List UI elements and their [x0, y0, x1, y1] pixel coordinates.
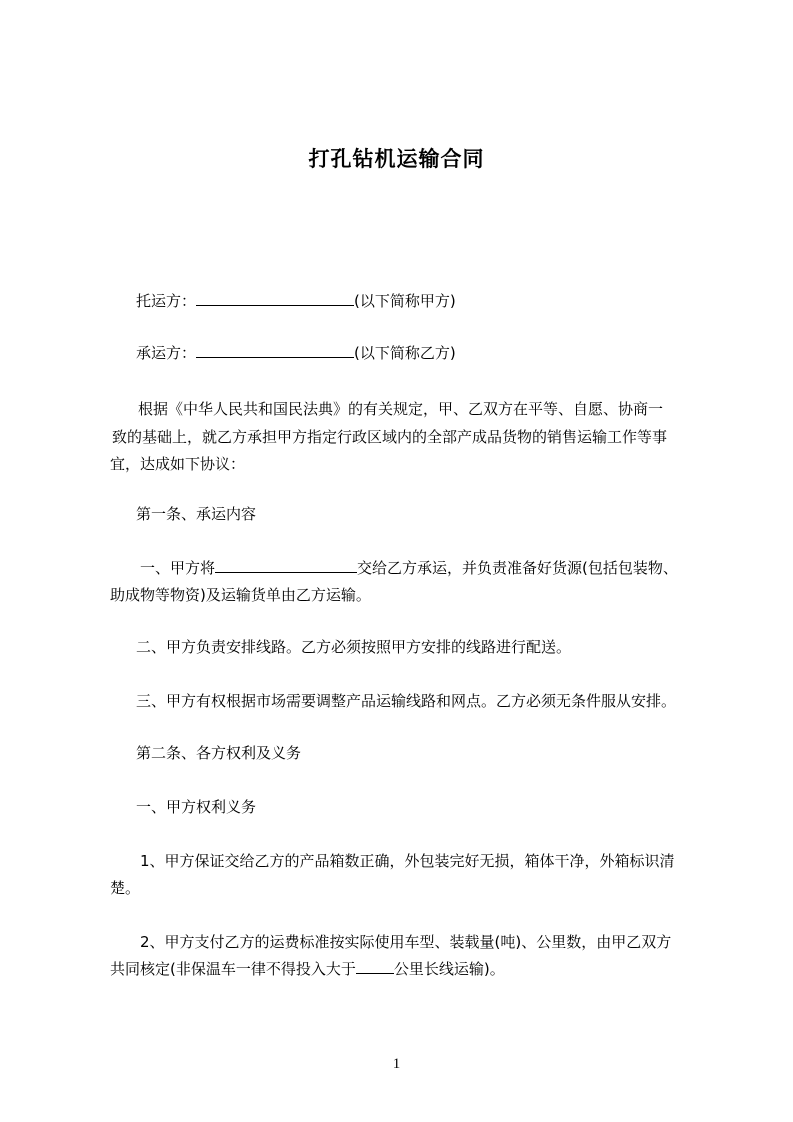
distance-blank[interactable]	[356, 958, 394, 974]
item-1-prefix: 一、甲方将	[140, 559, 216, 577]
article-1-item-3: 三、甲方有权根据市场需要调整产品运输线路和网点。乙方必须无条件服从安排。	[136, 692, 677, 710]
item-1-suffix: 交给乙方承运，并负责准备好货源(包括包装物、	[357, 559, 678, 577]
clause-2-prefix: 共同核定(非保温车一律不得投入大于	[110, 960, 356, 978]
carrier-blank[interactable]	[196, 342, 354, 358]
shipper-blank[interactable]	[196, 290, 354, 306]
article-1-item-1-cont: 助成物等物资)及运输货单由乙方运输。	[110, 586, 371, 604]
clause-1-line-1: 1、甲方保证交给乙方的产品箱数正确，外包装完好无损，箱体干净，外箱标识清	[140, 852, 675, 870]
article-2-heading: 第二条、各方权利及义务	[136, 744, 302, 762]
preamble-line-3: 宜，达成如下协议：	[110, 455, 246, 473]
clause-1-line-2: 楚。	[110, 879, 141, 897]
preamble-line-1: 根据《中华人民共和国民法典》的有关规定，甲、乙双方在平等、自愿、协商一	[138, 400, 664, 418]
page-number: 1	[392, 1056, 401, 1072]
article-1-heading: 第一条、承运内容	[136, 505, 257, 523]
clause-2-suffix: 公里长线运输)。	[393, 960, 505, 978]
article-1-item-1	[140, 555, 744, 581]
article-2-sub-1: 一、甲方权利义务	[136, 798, 257, 816]
shipper-suffix: (以下简称甲方)	[354, 292, 456, 310]
shipper-label: 托运方：	[136, 292, 197, 310]
preamble-line-2: 致的基础上，就乙方承担甲方指定行政区域内的全部产成品货物的销售运输工作等事	[112, 428, 668, 446]
goods-blank[interactable]	[215, 557, 357, 573]
clause-2-line-1: 2、甲方支付乙方的运费标准按实际使用车型、装载量(吨)、公里数，由甲乙双方	[140, 933, 672, 951]
carrier-label: 承运方：	[136, 344, 197, 362]
article-1-item-2: 二、甲方负责安排线路。乙方必须按照甲方安排的线路进行配送。	[136, 638, 572, 656]
shipper-line	[136, 288, 740, 314]
clause-2-line-2	[110, 956, 714, 982]
carrier-suffix: (以下简称乙方)	[354, 344, 456, 362]
carrier-line	[136, 340, 740, 366]
document-title: 打孔钻机运输合同	[308, 147, 485, 171]
